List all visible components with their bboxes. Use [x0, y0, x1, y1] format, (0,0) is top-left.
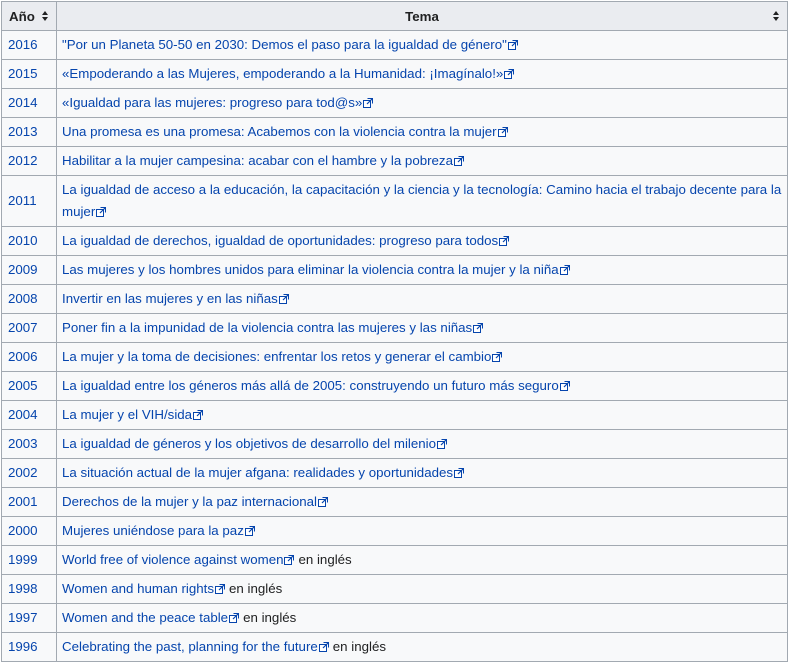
topic-cell [57, 227, 788, 256]
language-note: en inglés [298, 552, 352, 567]
topic-cell [57, 546, 788, 575]
topic-cell [57, 372, 788, 401]
year-cell [2, 60, 57, 89]
external-link-icon [363, 98, 373, 108]
year-link[interactable]: 2016 [8, 37, 38, 52]
topic-link[interactable]: La igualdad de acceso a la educación, la capacitación y la ciencia y la tecnología: Camino hacia el trabajo decente para la mujer [62, 182, 782, 219]
topic-link[interactable]: "Por un Planeta 50-50 en 2030: Demos el paso para la igualdad de género" [62, 37, 507, 52]
external-link-icon [319, 642, 329, 652]
external-link-icon [284, 555, 294, 565]
topic-link[interactable]: Women and the peace table [62, 610, 229, 625]
year-link[interactable]: 2011 [8, 193, 37, 208]
table-row [2, 314, 788, 343]
topic-link[interactable]: Mujeres uniéndose para la paz [62, 523, 244, 538]
topic-cell [57, 488, 788, 517]
year-link[interactable]: 2015 [8, 66, 38, 81]
year-cell [2, 227, 57, 256]
year-column-header[interactable] [2, 2, 57, 31]
topic-link[interactable]: Poner fin a la impunidad de la violencia contra las mujeres y las niñas [62, 320, 473, 335]
year-link[interactable]: 2003 [8, 436, 38, 451]
year-cell [2, 343, 57, 372]
table-row [2, 343, 788, 372]
year-cell [2, 31, 57, 60]
topic-link[interactable]: «Empoderando a las Mujeres, empoderando a la Humanidad: ¡Imagínalo!» [62, 66, 504, 81]
year-cell [2, 604, 57, 633]
table-row [2, 459, 788, 488]
year-cell [2, 401, 57, 430]
topic-link[interactable]: «Igualdad para las mujeres: progreso para tod@s» [62, 95, 363, 110]
topic-column-header[interactable] [57, 2, 788, 31]
table-row [2, 176, 788, 227]
year-link[interactable]: 2010 [8, 233, 38, 248]
table-row [2, 401, 788, 430]
topic-cell [57, 430, 788, 459]
topic-cell [57, 60, 788, 89]
topic-cell [57, 31, 788, 60]
table-row [2, 147, 788, 176]
table-row [2, 256, 788, 285]
topic-cell [57, 459, 788, 488]
external-link-icon [215, 584, 225, 594]
topic-link[interactable]: La igualdad de derechos, igualdad de oportunidades: progreso para todos [62, 233, 499, 248]
language-note: en inglés [229, 581, 283, 596]
topic-link[interactable]: Derechos de la mujer y la paz internacional [62, 494, 317, 509]
year-cell [2, 314, 57, 343]
external-link-icon [279, 294, 289, 304]
table-row [2, 517, 788, 546]
table-row [2, 285, 788, 314]
year-link[interactable]: 1999 [8, 552, 38, 567]
table-row [2, 575, 788, 604]
external-link-icon [498, 127, 508, 137]
year-link[interactable]: 1997 [8, 610, 38, 625]
table-row [2, 546, 788, 575]
table-row [2, 60, 788, 89]
topic-link[interactable]: La situación actual de la mujer afgana: realidades y oportunidades [62, 465, 454, 480]
external-link-icon [492, 352, 502, 362]
topic-link[interactable]: Habilitar a la mujer campesina: acabar con el hambre y la pobreza [62, 153, 453, 168]
external-link-icon [193, 410, 203, 420]
year-link[interactable]: 2006 [8, 349, 38, 364]
year-cell [2, 575, 57, 604]
topic-link[interactable]: Las mujeres y los hombres unidos para eliminar la violencia contra la mujer y la niña [62, 262, 559, 277]
year-cell [2, 430, 57, 459]
table-row [2, 633, 788, 662]
year-cell [2, 256, 57, 285]
external-link-icon [499, 236, 509, 246]
year-cell [2, 459, 57, 488]
year-link[interactable]: 2005 [8, 378, 38, 393]
topic-cell [57, 604, 788, 633]
sort-arrows-icon[interactable] [42, 11, 49, 21]
table-row [2, 430, 788, 459]
year-link[interactable]: 2014 [8, 95, 38, 110]
external-link-icon [318, 497, 328, 507]
topic-link[interactable]: Una promesa es una promesa: Acabemos con la violencia contra la mujer [62, 124, 497, 139]
year-link[interactable]: 1998 [8, 581, 38, 596]
external-link-icon [96, 207, 106, 217]
external-link-icon [560, 381, 570, 391]
year-cell [2, 488, 57, 517]
topic-cell [57, 575, 788, 604]
external-link-icon [473, 323, 483, 333]
year-link[interactable]: 2002 [8, 465, 38, 480]
table-body [2, 31, 788, 662]
topic-cell [57, 89, 788, 118]
table-row [2, 227, 788, 256]
year-link[interactable]: 2013 [8, 124, 38, 139]
year-link[interactable]: 2007 [8, 320, 38, 335]
topic-cell [57, 401, 788, 430]
themes-table [1, 1, 788, 662]
topic-cell [57, 256, 788, 285]
year-link[interactable]: 2004 [8, 407, 38, 422]
year-header-label: Año [9, 8, 35, 24]
external-link-icon [437, 439, 447, 449]
year-cell [2, 285, 57, 314]
year-link[interactable]: 1996 [8, 639, 38, 654]
year-cell [2, 633, 57, 662]
topic-link[interactable]: Celebrating the past, planning for the future [62, 639, 318, 654]
year-link[interactable]: 2009 [8, 262, 38, 277]
topic-link[interactable]: La mujer y el VIH/sida [62, 407, 193, 422]
topic-link[interactable]: La mujer y la toma de decisiones: enfrentar los retos y generar el cambio [62, 349, 492, 364]
language-note: en inglés [243, 610, 297, 625]
year-cell [2, 89, 57, 118]
year-cell [2, 517, 57, 546]
year-cell [2, 176, 57, 227]
external-link-icon [454, 156, 464, 166]
topic-cell [57, 118, 788, 147]
topic-header-label: Tema [405, 8, 439, 24]
topic-link[interactable]: La igualdad de géneros y los objetivos de desarrollo del milenio [62, 436, 437, 451]
external-link-icon [508, 40, 518, 50]
year-link[interactable]: 2008 [8, 291, 38, 306]
external-link-icon [560, 265, 570, 275]
topic-cell [57, 285, 788, 314]
topic-cell [57, 517, 788, 546]
table-row [2, 372, 788, 401]
topic-link[interactable]: Invertir en las mujeres y en las niñas [62, 291, 278, 306]
year-cell [2, 372, 57, 401]
year-link[interactable]: 2000 [8, 523, 38, 538]
table-row [2, 604, 788, 633]
topic-cell [57, 633, 788, 662]
table-header-row [2, 2, 788, 31]
year-cell [2, 118, 57, 147]
topic-link[interactable]: Women and human rights [62, 581, 215, 596]
year-cell [2, 147, 57, 176]
external-link-icon [229, 613, 239, 623]
year-link[interactable]: 2001 [8, 494, 38, 509]
table-row [2, 488, 788, 517]
table-row [2, 31, 788, 60]
external-link-icon [504, 69, 514, 79]
topic-cell [57, 147, 788, 176]
topic-link[interactable]: World free of violence against women [62, 552, 284, 567]
topic-cell [57, 176, 788, 227]
table-row [2, 118, 788, 147]
table-row [2, 89, 788, 118]
sort-arrows-icon[interactable] [773, 11, 780, 21]
year-link[interactable]: 2012 [8, 153, 38, 168]
topic-cell [57, 343, 788, 372]
external-link-icon [454, 468, 464, 478]
topic-link[interactable]: La igualdad entre los géneros más allá de 2005: construyendo un futuro más seguro [62, 378, 559, 393]
topic-cell [57, 314, 788, 343]
external-link-icon [245, 526, 255, 536]
language-note: en inglés [332, 639, 386, 654]
year-cell [2, 546, 57, 575]
